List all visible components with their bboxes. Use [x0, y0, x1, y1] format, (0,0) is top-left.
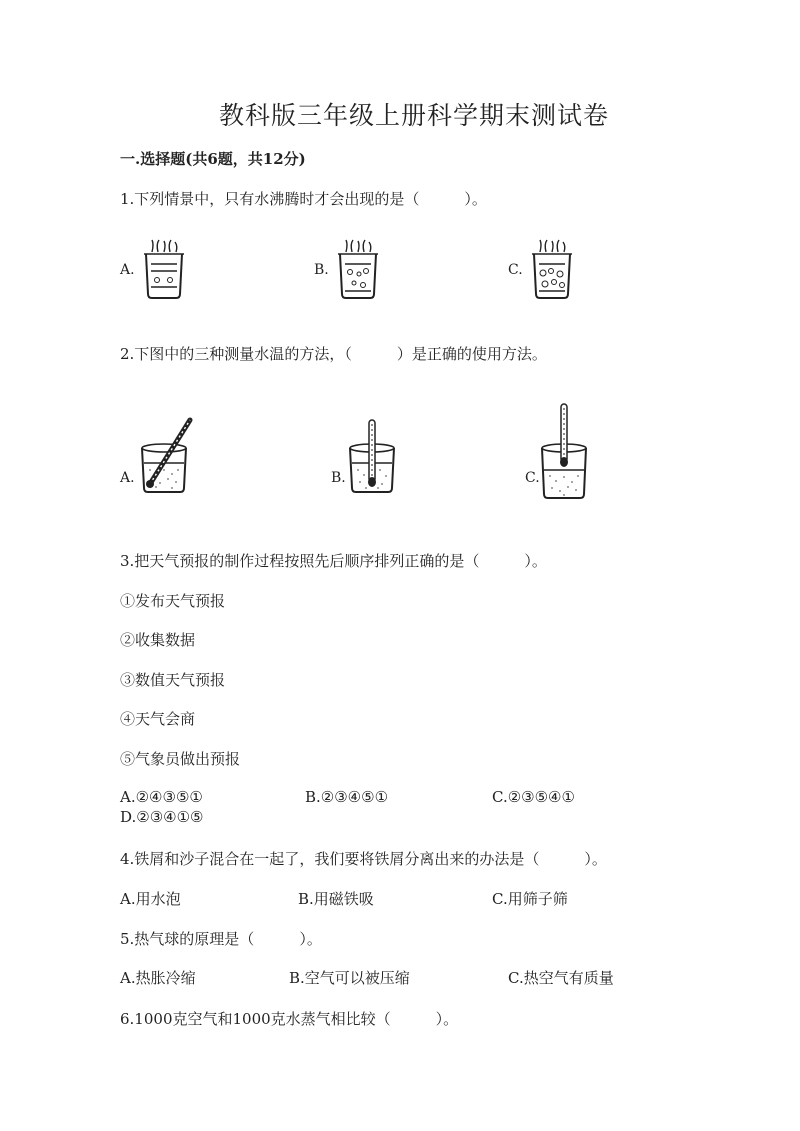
q2-option-a-thermometer-image: [138, 418, 198, 498]
q2-option-c-label[interactable]: C.: [525, 470, 540, 486]
q3-option-a[interactable]: A.②④③⑤①: [120, 788, 203, 806]
q1-option-b-label[interactable]: B.: [314, 262, 329, 278]
q5-option-b[interactable]: B.空气可以被压缩: [289, 969, 410, 987]
question-3: 3.把天气预报的制作过程按照先后顺序排列正确的是（ ）。: [120, 552, 547, 570]
page-title: 教科版三年级上册科学期末测试卷: [219, 101, 610, 130]
question-5: 5.热气球的原理是（ ）。: [120, 930, 322, 948]
q2-option-b-thermometer-image: [348, 418, 396, 498]
q2-option-c-thermometer-image: [540, 402, 588, 502]
question-4: 4.铁屑和沙子混合在一起了，我们要将铁屑分离出来的办法是（ ）。: [120, 850, 607, 868]
q3-option-d[interactable]: D.②③④①⑤: [120, 808, 204, 826]
q1-option-a-label[interactable]: A.: [120, 262, 135, 278]
question-2: 2.下图中的三种测量水温的方法，（ ）是正确的使用方法。: [120, 345, 547, 363]
q2-option-b-label[interactable]: B.: [331, 470, 346, 486]
q3-item-5: ⑤气象员做出预报: [120, 750, 241, 768]
q2-option-a-label[interactable]: A.: [120, 470, 135, 486]
q5-option-a[interactable]: A.热胀冷缩: [120, 969, 196, 987]
q3-item-3: ③数值天气预报: [120, 671, 226, 689]
q4-option-b[interactable]: B.用磁铁吸: [298, 890, 374, 908]
q3-option-b[interactable]: B.②③④⑤①: [305, 788, 389, 806]
q1-option-c-label[interactable]: C.: [508, 262, 523, 278]
question-1: 1.下列情景中，只有水沸腾时才会出现的是（ ）。: [120, 190, 487, 208]
q1-option-b-beaker-image: [334, 240, 382, 302]
q3-item-1: ①发布天气预报: [120, 592, 226, 610]
section-heading: 一.选择题(共6题，共12分): [120, 150, 306, 168]
q1-option-a-beaker-image: [140, 240, 188, 302]
q5-option-c[interactable]: C.热空气有质量: [508, 969, 614, 987]
q1-option-c-beaker-image: [528, 240, 576, 302]
question-6: 6.1000克空气和1000克水蒸气相比较（ ）。: [120, 1010, 459, 1028]
q3-item-4: ④天气会商: [120, 710, 196, 728]
q4-option-c[interactable]: C.用筛子筛: [492, 890, 568, 908]
q3-option-c[interactable]: C.②③⑤④①: [492, 788, 575, 806]
q3-item-2: ②收集数据: [120, 631, 196, 649]
q4-option-a[interactable]: A.用水泡: [120, 890, 181, 908]
